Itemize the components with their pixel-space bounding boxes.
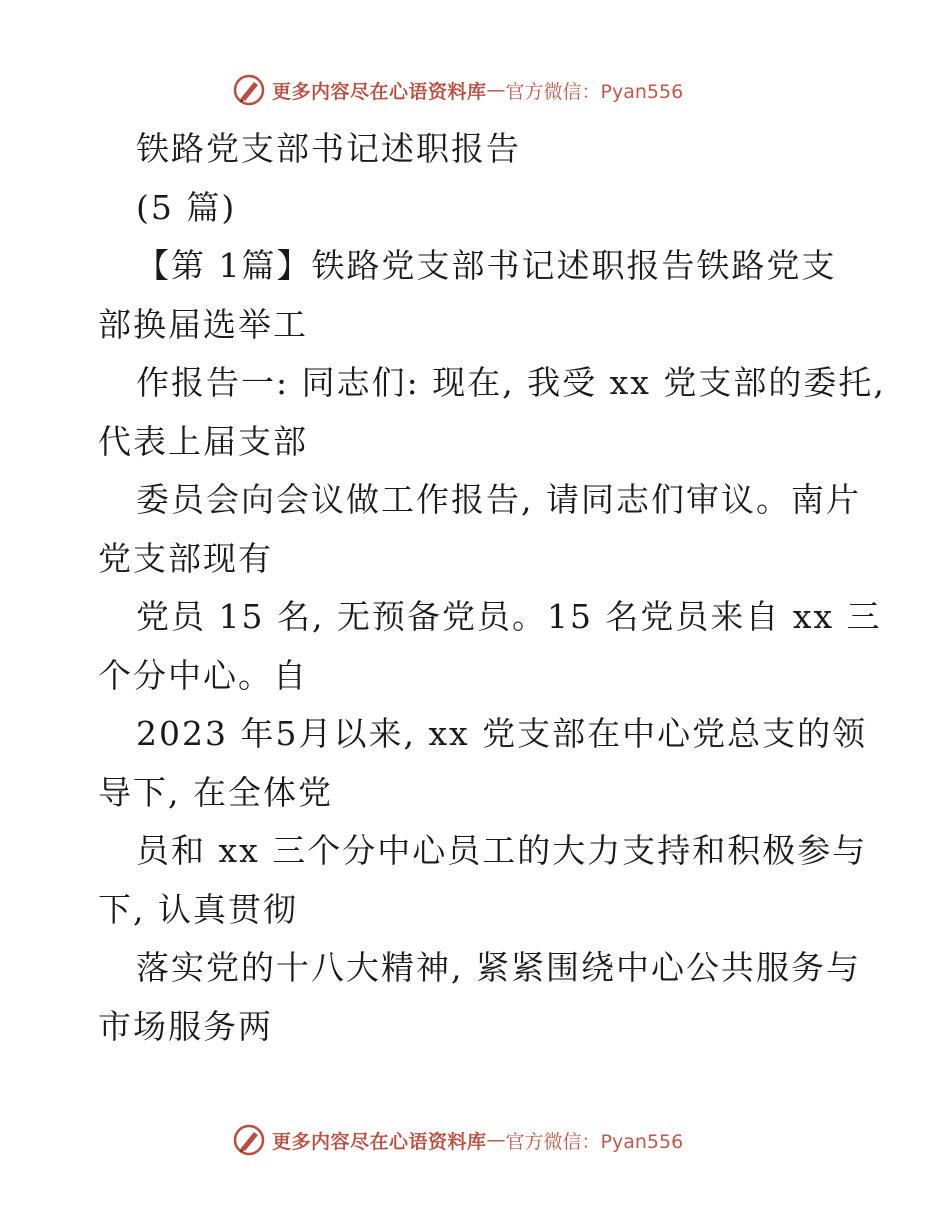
document-body xyxy=(98,120,886,1056)
text-line: 委员会向会议做工作报告, 请同志们审议。南片 xyxy=(136,480,861,519)
header-watermark xyxy=(232,72,683,108)
watermark-wechat-text: 官方微信：Pyan556 xyxy=(505,80,684,103)
pen-logo-icon xyxy=(232,1123,266,1157)
text-line: 部换届选举工 xyxy=(98,304,308,344)
text-line: 代表上届支部 xyxy=(98,421,308,461)
text-line: 2023 年5月以来, xx 党支部在中心党总支的领 xyxy=(136,714,868,753)
text-line: 个分中心。自 xyxy=(98,655,308,695)
text-line: 【第 1篇】铁路党支部书记述职报告铁路党支 xyxy=(136,246,837,285)
text-line: 作报告一: 同志们: 现在, 我受 xx 党支部的委托, xyxy=(136,363,886,402)
watermark-dash: — xyxy=(486,1129,506,1151)
text-line: 下, 认真贯彻 xyxy=(98,889,298,929)
text-line: 党支部现有 xyxy=(98,538,273,578)
footer-watermark xyxy=(232,1122,683,1158)
watermark-main-text: 更多内容尽在心语资料库 xyxy=(272,80,487,103)
document-subtitle: (5 篇) xyxy=(136,187,237,227)
text-line: 员和 xx 三个分中心员工的大力支持和积极参与 xyxy=(136,831,868,870)
text-line: 落实党的十八大精神, 紧紧围绕中心公共服务与 xyxy=(136,948,861,987)
watermark-main-text: 更多内容尽在心语资料库 xyxy=(272,1130,487,1153)
watermark-wechat-text: 官方微信：Pyan556 xyxy=(505,1130,684,1153)
document-title: 铁路党支部书记述职报告 xyxy=(136,129,521,168)
watermark-dash: — xyxy=(486,79,506,101)
text-line: 市场服务两 xyxy=(98,1006,273,1046)
pen-logo-icon xyxy=(232,73,266,107)
text-line: 党员 15 名, 无预备党员。15 名党员来自 xx 三 xyxy=(136,597,882,636)
text-line: 导下, 在全体党 xyxy=(98,772,333,812)
